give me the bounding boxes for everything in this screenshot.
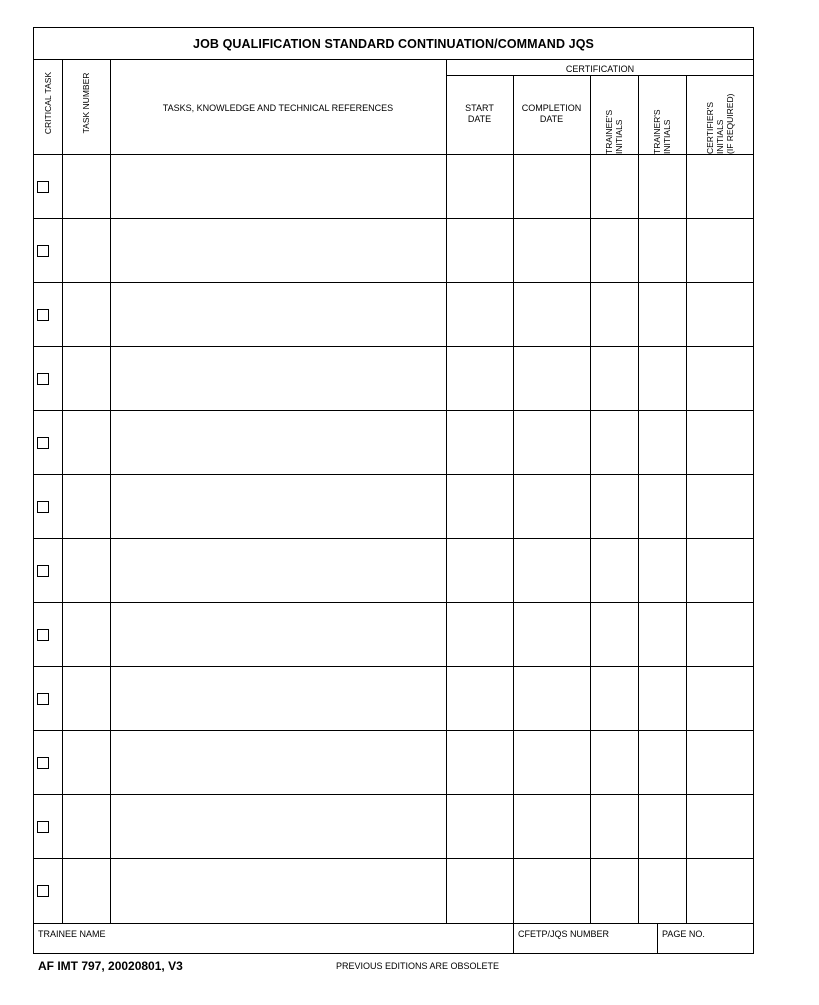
trainer-initials-cell[interactable] <box>639 795 686 858</box>
start-date-cell[interactable] <box>447 475 513 538</box>
tasks-header-label: TASKS, KNOWLEDGE AND TECHNICAL REFERENCES <box>162 103 394 113</box>
title-divider <box>33 59 754 60</box>
task-description-cell[interactable] <box>111 347 446 410</box>
editions-note: PREVIOUS EDITIONS ARE OBSOLETE <box>336 961 500 971</box>
task-description-cell[interactable] <box>111 539 446 602</box>
task-number-cell[interactable] <box>63 603 110 666</box>
trainer-initials-cell[interactable] <box>639 347 686 410</box>
completion-date-cell[interactable] <box>514 603 590 666</box>
task-description-cell[interactable] <box>111 731 446 794</box>
form-title: JOB QUALIFICATION STANDARD CONTINUATION/COMMAND JQS <box>193 37 594 51</box>
trainee-initials-cell[interactable] <box>591 603 638 666</box>
completion-date-cell[interactable] <box>514 731 590 794</box>
completion-date-cell[interactable] <box>514 475 590 538</box>
trainee-initials-label: TRAINEE'S INITIALS <box>604 109 624 154</box>
start-date-cell[interactable] <box>447 795 513 858</box>
start-date-cell[interactable] <box>447 539 513 602</box>
certifier-initials-cell[interactable] <box>687 667 753 730</box>
critical-task-checkbox[interactable] <box>37 821 49 833</box>
start-date-cell[interactable] <box>447 411 513 474</box>
critical-task-checkbox[interactable] <box>37 437 49 449</box>
trainer-initials-cell[interactable] <box>639 603 686 666</box>
trainer-initials-cell[interactable] <box>639 667 686 730</box>
critical-task-checkbox[interactable] <box>37 629 49 641</box>
certifier-initials-header <box>686 76 754 154</box>
start-date-cell[interactable] <box>447 219 513 282</box>
certifier-initials-cell[interactable] <box>687 219 753 282</box>
task-number-cell[interactable] <box>63 795 110 858</box>
certifier-initials-label: CERTIFIER'S INITIALS (IF REQUIRED) <box>705 93 735 154</box>
trainer-initials-cell[interactable] <box>639 731 686 794</box>
cfetp-number-field[interactable] <box>514 924 657 954</box>
completion-date-cell[interactable] <box>514 795 590 858</box>
critical-task-checkbox[interactable] <box>37 501 49 513</box>
critical-task-checkbox[interactable] <box>37 757 49 769</box>
start-date-cell[interactable] <box>447 859 513 922</box>
task-description-cell[interactable] <box>111 859 446 922</box>
task-number-cell[interactable] <box>63 667 110 730</box>
critical-task-label: CRITICAL TASK <box>43 71 53 135</box>
trainer-initials-cell[interactable] <box>639 859 686 922</box>
task-number-cell[interactable] <box>63 347 110 410</box>
critical-task-checkbox[interactable] <box>37 245 49 257</box>
certifier-initials-cell[interactable] <box>687 731 753 794</box>
certifier-initials-cell[interactable] <box>687 603 753 666</box>
trainer-initials-cell[interactable] <box>639 283 686 346</box>
task-number-cell[interactable] <box>63 155 110 218</box>
start-date-cell[interactable] <box>447 347 513 410</box>
start-date-cell[interactable] <box>447 667 513 730</box>
trainee-initials-cell[interactable] <box>591 667 638 730</box>
trainer-initials-cell[interactable] <box>639 219 686 282</box>
task-description-cell[interactable] <box>111 603 446 666</box>
trainee-initials-cell[interactable] <box>591 731 638 794</box>
trainer-initials-cell[interactable] <box>639 475 686 538</box>
completion-date-cell[interactable] <box>514 283 590 346</box>
certifier-initials-cell[interactable] <box>687 795 753 858</box>
critical-task-checkbox[interactable] <box>37 309 49 321</box>
certifier-initials-cell[interactable] <box>687 347 753 410</box>
task-number-cell[interactable] <box>63 475 110 538</box>
task-number-label: TASK NUMBER <box>81 72 91 134</box>
trainee-initials-cell[interactable] <box>591 347 638 410</box>
trainee-initials-cell[interactable] <box>591 475 638 538</box>
critical-task-checkbox[interactable] <box>37 885 49 897</box>
completion-date-cell[interactable] <box>514 347 590 410</box>
trainer-initials-cell[interactable] <box>639 539 686 602</box>
task-number-cell[interactable] <box>63 859 110 922</box>
trainer-initials-cell[interactable] <box>639 411 686 474</box>
task-number-cell[interactable] <box>63 539 110 602</box>
trainee-name-field[interactable] <box>34 924 513 954</box>
trainee-initials-cell[interactable] <box>591 539 638 602</box>
completion-date-label: COMPLETION DATE <box>521 103 582 124</box>
completion-date-cell[interactable] <box>514 219 590 282</box>
start-date-cell[interactable] <box>447 603 513 666</box>
trainer-initials-label: TRAINER'S INITIALS <box>652 109 672 154</box>
certifier-initials-cell[interactable] <box>687 859 753 922</box>
task-number-cell[interactable] <box>63 731 110 794</box>
certifier-initials-cell[interactable] <box>687 283 753 346</box>
certifier-initials-cell[interactable] <box>687 539 753 602</box>
trainee-initials-cell[interactable] <box>591 283 638 346</box>
critical-task-checkbox[interactable] <box>37 565 49 577</box>
critical-task-header <box>33 60 62 154</box>
critical-task-checkbox[interactable] <box>37 373 49 385</box>
task-number-cell[interactable] <box>63 219 110 282</box>
completion-date-cell[interactable] <box>514 539 590 602</box>
trainee-initials-cell[interactable] <box>591 795 638 858</box>
task-number-cell[interactable] <box>63 411 110 474</box>
task-description-cell[interactable] <box>111 219 446 282</box>
page-no-field[interactable] <box>658 924 753 954</box>
task-description-cell[interactable] <box>111 475 446 538</box>
task-description-cell[interactable] <box>111 411 446 474</box>
page-no-label: PAGE NO. <box>662 929 705 939</box>
critical-task-checkbox[interactable] <box>37 181 49 193</box>
start-date-cell[interactable] <box>447 283 513 346</box>
completion-date-cell[interactable] <box>514 155 590 218</box>
start-date-cell[interactable] <box>447 731 513 794</box>
completion-date-cell[interactable] <box>514 859 590 922</box>
certifier-initials-cell[interactable] <box>687 155 753 218</box>
certification-label: CERTIFICATION <box>565 64 635 74</box>
task-number-header <box>62 60 110 154</box>
trainer-initials-header <box>638 76 686 154</box>
task-description-cell[interactable] <box>111 667 446 730</box>
cfetp-number-label: CFETP/JQS NUMBER <box>518 929 610 939</box>
trainee-initials-header <box>590 76 638 154</box>
trainee-name-label: TRAINEE NAME <box>38 929 106 939</box>
start-date-cell[interactable] <box>447 155 513 218</box>
trainer-initials-cell[interactable] <box>639 155 686 218</box>
critical-task-checkbox[interactable] <box>37 693 49 705</box>
trainee-initials-cell[interactable] <box>591 859 638 922</box>
start-date-label: START DATE <box>465 103 494 124</box>
completion-date-cell[interactable] <box>514 667 590 730</box>
task-description-cell[interactable] <box>111 155 446 218</box>
form-id: AF IMT 797, 20020801, V3 <box>38 959 183 973</box>
certifier-initials-cell[interactable] <box>687 411 753 474</box>
completion-date-cell[interactable] <box>514 411 590 474</box>
certifier-initials-cell[interactable] <box>687 475 753 538</box>
task-description-cell[interactable] <box>111 283 446 346</box>
trainee-initials-cell[interactable] <box>591 219 638 282</box>
trainee-initials-cell[interactable] <box>591 411 638 474</box>
task-number-cell[interactable] <box>63 283 110 346</box>
task-description-cell[interactable] <box>111 795 446 858</box>
trainee-initials-cell[interactable] <box>591 155 638 218</box>
